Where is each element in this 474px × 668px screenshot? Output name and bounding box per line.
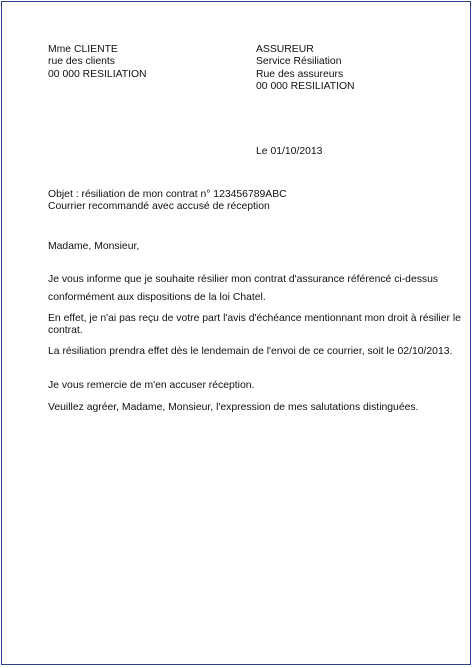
sender-street: rue des clients — [48, 56, 115, 68]
registered-mail-line: Courrier recommandé avec accusé de réception — [48, 201, 270, 213]
subject-line: Objet : résiliation de mon contrat n° 123456789ABC — [48, 189, 287, 200]
letter-date — [256, 146, 322, 158]
date-line: Le 01/10/2013 — [256, 146, 323, 157]
paragraph-text: conformément aux dispositions de la loi Chatel. — [48, 292, 266, 303]
paragraph-5 — [48, 402, 418, 414]
greeting-text: Madame, Monsieur, — [48, 241, 140, 252]
paragraph-text: La résiliation prendra effet dès le lendemain de l'envoi de ce courrier, soit le 02/10/2013. — [48, 346, 453, 357]
sender-city: 00 000 RESILIATION — [48, 68, 147, 80]
letter-subject — [48, 189, 287, 214]
paragraph-3 — [48, 346, 452, 358]
recipient-department: Service Résiliation — [256, 56, 342, 68]
sender-name: Mme CLIENTE — [48, 44, 118, 55]
paragraph-text: Je vous remercie de m'en accuser réception. — [48, 380, 255, 391]
greeting — [48, 241, 139, 253]
recipient-street: Rue des assureurs — [256, 68, 344, 80]
recipient-address — [256, 44, 355, 94]
paragraph-1-line-2 — [48, 292, 266, 304]
paragraph-2 — [48, 313, 461, 338]
paragraph-1-line-1 — [48, 274, 438, 286]
recipient-company: ASSUREUR — [256, 44, 314, 55]
paragraph-text: contrat. — [48, 325, 83, 337]
paragraph-text: Je vous informe que je souhaite résilier mon contrat d'assurance référencé ci-dessus — [48, 274, 439, 285]
paragraph-text: Veuillez agréer, Madame, Monsieur, l'expression de mes salutations distinguées. — [48, 402, 419, 413]
sender-address — [48, 44, 147, 81]
paragraph-4 — [48, 380, 254, 392]
paragraph-text: En effet, je n'ai pas reçu de votre part l'avis d'échéance mentionnant mon droit à résilier le — [48, 313, 461, 324]
recipient-city: 00 000 RESILIATION — [256, 81, 355, 93]
